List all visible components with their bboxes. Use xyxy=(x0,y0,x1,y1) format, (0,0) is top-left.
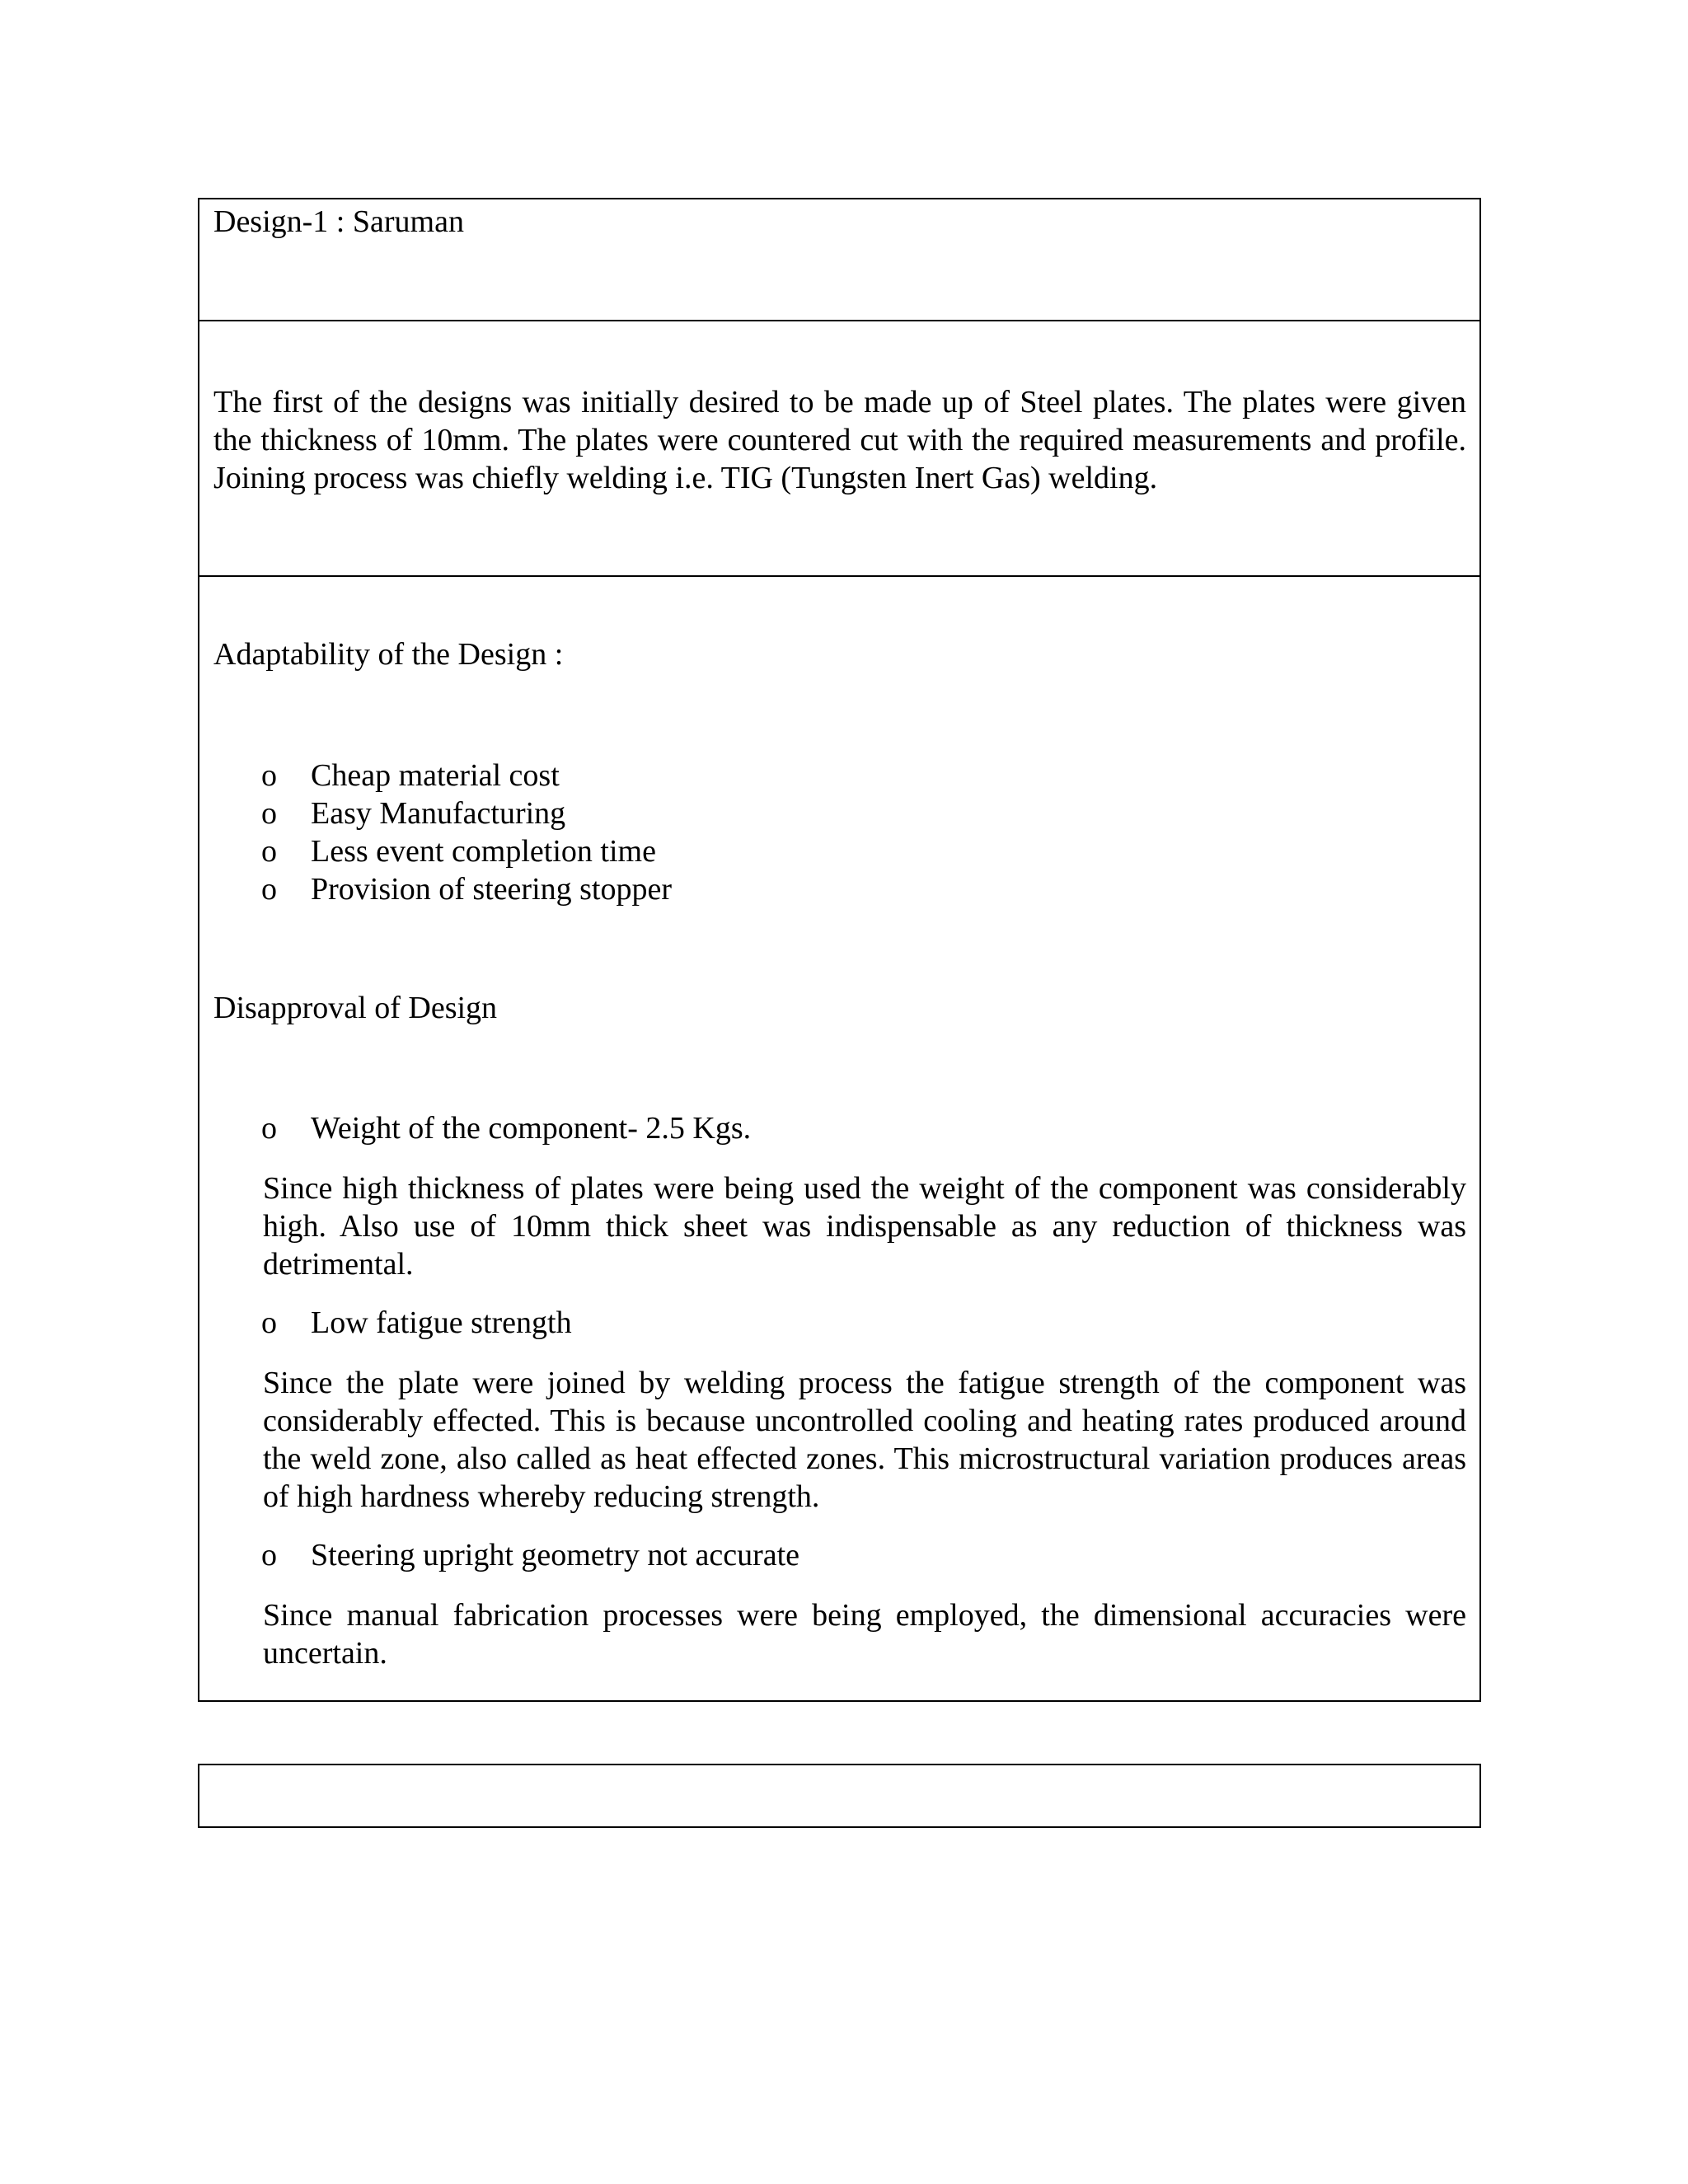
adaptability-list xyxy=(261,757,672,908)
title-box xyxy=(198,198,1481,321)
disapproval-point-label: Weight of the component- 2.5 Kgs. xyxy=(311,1111,752,1146)
bullet-icon: o xyxy=(261,758,277,793)
intro-box xyxy=(198,320,1481,577)
disapproval-point-label: Steering upright geometry not accurate xyxy=(311,1538,800,1572)
bullet-icon: o xyxy=(261,834,277,869)
intro-paragraph: The first of the designs was initially desired to be made up of Steel plates. The plates were given the thickness of 10mm. The plates were countered cut with the required measurements and profile. Joining process was chiefly welding i.e. TIG (Tungsten Inert Gas) welding. xyxy=(213,385,1466,495)
evaluation-box xyxy=(198,575,1481,1702)
design-title: Design-1 : Saruman xyxy=(213,204,464,239)
disapproval-explanation: Since high thickness of plates were being used the weight of the component was considerably high. Also use of 10mm thick sheet was indispensable as any reduction of thickness was detrimental. xyxy=(263,1171,1466,1282)
bullet-icon: o xyxy=(261,1538,277,1572)
bullet-icon: o xyxy=(261,872,277,907)
bullet-icon: o xyxy=(261,1111,277,1146)
list-item xyxy=(261,757,672,794)
bullet-icon: o xyxy=(261,1305,277,1340)
list-item-label: Less event completion time xyxy=(311,834,656,869)
disapproval-explanation: Since the plate were joined by welding process the fatigue strength of the component was considerably effected. This is because uncontrolled cooling and heating rates produced around the weld zone, also called as heat effected zones. This microstructural variation produces areas of high hardness whereby reducing strength. xyxy=(263,1366,1466,1514)
disapproval-point-label: Low fatigue strength xyxy=(311,1305,572,1340)
list-item xyxy=(261,870,672,908)
list-item-label: Easy Manufacturing xyxy=(311,796,566,831)
list-item xyxy=(261,794,672,832)
bullet-icon: o xyxy=(261,796,277,831)
empty-box xyxy=(198,1764,1481,1828)
disapproval-heading: Disapproval of Design xyxy=(213,991,498,1025)
disapproval-explanation: Since manual fabrication processes were being employed, the dimensional accuracies were uncertain. xyxy=(263,1598,1466,1671)
list-item-label: Cheap material cost xyxy=(311,758,560,793)
list-item xyxy=(261,832,672,870)
list-item-label: Provision of steering stopper xyxy=(311,872,673,907)
adaptability-heading: Adaptability of the Design : xyxy=(213,637,564,672)
